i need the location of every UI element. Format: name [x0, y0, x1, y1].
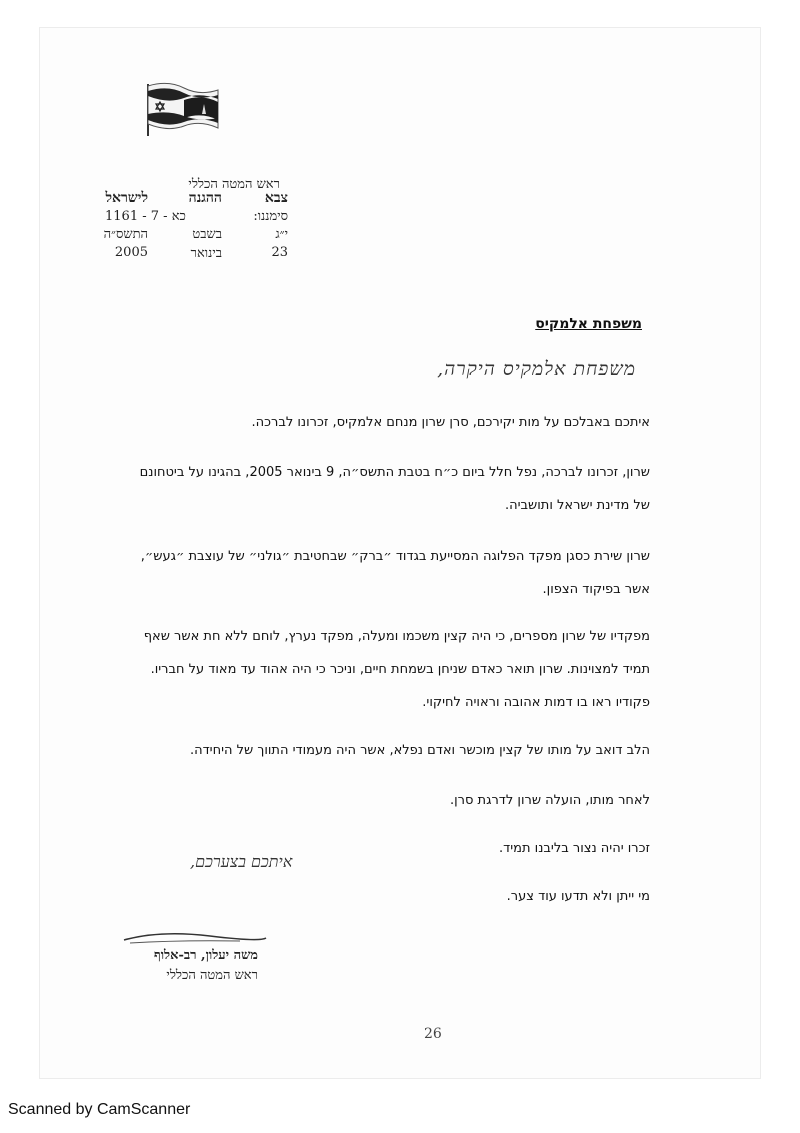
paragraph-1: איתכם באבלכם על מות יקירכם, סרן שרון מנחם אלמקיס, זכרונו לברכה.	[251, 415, 650, 430]
scanner-watermark: Scanned by CamScanner	[8, 1101, 191, 1118]
hebrew-month: בשבט	[192, 227, 222, 242]
signer-name: משה יעלון, רב-אלוף	[154, 948, 258, 963]
israel-flag-emblem-icon	[140, 80, 220, 138]
reference-number: כא - 7 - 1161	[105, 209, 186, 224]
hebrew-day: י״ג	[275, 227, 288, 242]
paragraph-8: מי ייתן ולא תדעו עוד צער.	[506, 889, 650, 904]
paragraph-3: שרון שירת כסגן מפקד הפלוגה המסייעת בגדוד ״ברק״ שבחטיבת ״גולני״ של עוצבת ״געש״, אשר בפיקוד הצפון.	[140, 549, 650, 597]
handwritten-closing: איתכם בצערכם,	[190, 852, 293, 871]
paragraph-5: הלב דואב על מותו של קצין מוכשר ואדם נפלא, אשר היה מעמודי התווך של היחידה.	[189, 743, 650, 758]
reference-label: סימננו:	[253, 209, 288, 224]
gregorian-day: 23	[271, 245, 288, 260]
paragraph-7: זכרו יהיה נצור בליבנו תמיד.	[499, 841, 650, 856]
paragraph-6: לאחר מותו, הועלה שרון לדרגת סרן.	[449, 793, 650, 808]
paragraph-2: שרון, זכרונו לברכה, נפל חלל ביום כ״ח בטבת התשס״ה, 9 בינואר 2005, בהגינו על ביטחונם של מדינת ישראל ותושביה.	[139, 465, 650, 513]
signer-title: ראש המטה הכללי	[166, 968, 258, 983]
header-army-2: ההגנה	[188, 190, 222, 206]
header-army-1: צבא	[264, 190, 288, 206]
signer-block	[108, 946, 258, 986]
gregorian-month: בינואר	[190, 246, 222, 261]
page-number: 26	[424, 1026, 442, 1042]
hebrew-year: התשס״ה	[103, 227, 148, 242]
paragraph-4: מפקדיו של שרון מספרים, כי היה קצין משכמו ומעלה, מפקד נערץ, לוחם ללא חת אשר שאף תמיד למצוינות. שרון תואר כאדם שניחן בשמחת חיים, וניכר כי היה אהוד עד מאוד על חבריו. פקודיו ראו בו דמות אהובה וראויה לחיקוי.	[143, 629, 650, 710]
letter-title: משפחת אלמקיס	[535, 316, 642, 332]
header-army-3: לישראל	[105, 190, 148, 206]
chief-of-staff-title: ראש המטה הכללי	[188, 177, 280, 192]
signature-scribble-icon	[120, 928, 270, 948]
handwritten-greeting: משפחת אלמקיס היקרה,	[437, 358, 636, 380]
gregorian-year: 2005	[114, 245, 148, 260]
